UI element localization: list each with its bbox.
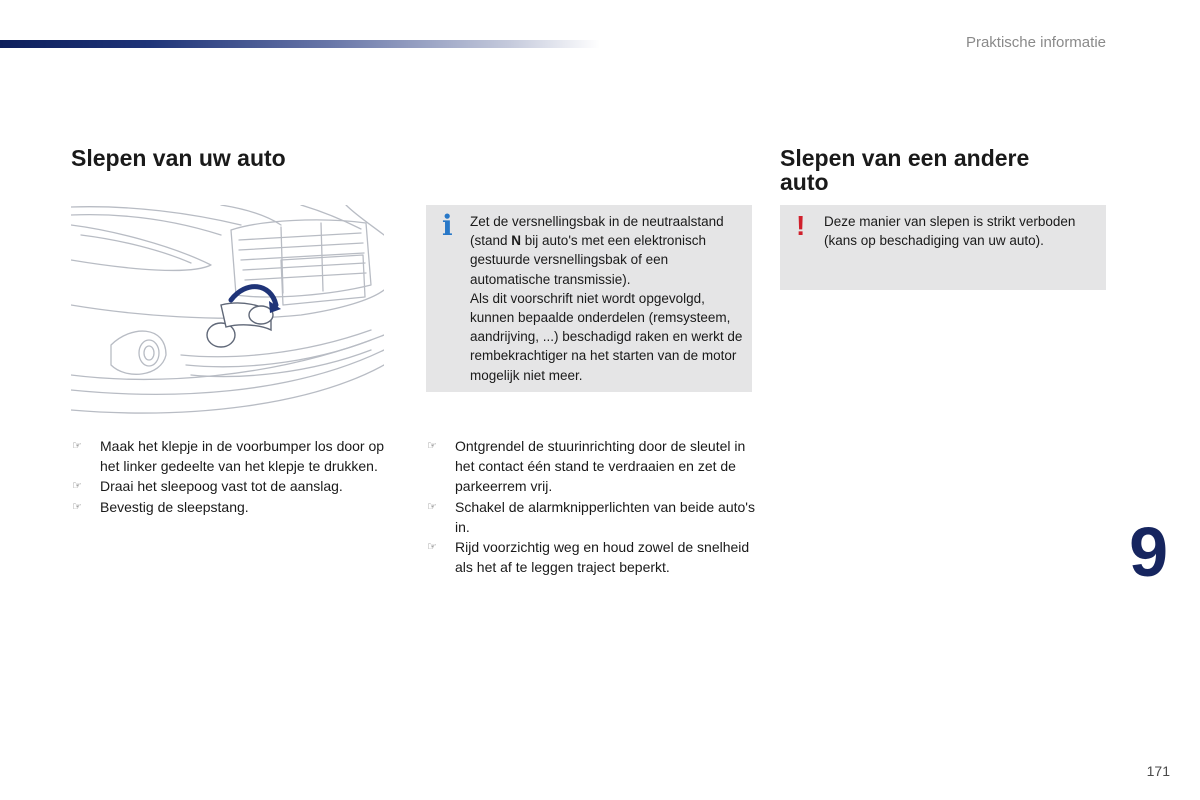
section-header: Praktische informatie [965, 34, 1106, 51]
pointing-hand-icon: ☞ [427, 541, 437, 554]
list-item: ☞ Bevestig de sleepstang. [71, 497, 406, 517]
page-number: 171 [1146, 763, 1170, 779]
warning-note-text: Deze manier van slepen is strikt verboden (kans op beschadiging van uw auto). [824, 214, 1076, 249]
list-item: ☞ Maak het klepje in de voorbumper los door op het linker gedeelte van het klepje te drukken. [72, 438, 385, 475]
info-icon: i [442, 209, 453, 242]
list-item: ☞ Ontgrendel de stuurinrichting door de sleutel in het contact één stand te verdraaien en zet de parkeerrem vrij. [427, 438, 746, 495]
warning-note [780, 205, 1106, 290]
pointing-hand-icon: ☞ [427, 440, 437, 452]
warning-icon: ! [796, 210, 806, 241]
left-heading: Slepen van uw auto [71, 145, 286, 171]
chapter-number: 9 [1129, 513, 1168, 591]
list-item: ☞ Schakel de alarmknipperlichten van beide auto's in. [427, 498, 755, 535]
list-item: ☞ Draai het sleepoog vast tot de aanslag. [71, 476, 406, 496]
pointing-hand-icon: ☞ [427, 500, 437, 513]
info-note-text: Zet de versnellingsbak in de neutraalstand (stand N bij auto's met een elektronisch gestuurde versnellingsbak of een automatische transmissie). Als dit voorschrift niet wordt opgevolgd, kunnen bepaalde onderdelen (remsysteem, aandrijving, ...) beschadigd raken en werkt de rembekrachtiger na het starten van de motor mogelijk niet meer. [470, 214, 743, 383]
car-front-towing-eye-illustration [71, 205, 384, 415]
pointing-hand-icon: ☞ [72, 500, 82, 513]
middle-bullet-list [426, 436, 756, 577]
info-note-paragraph-2: Als dit voorschrift niet wordt opgevolgd, kunnen bepaalde onderdelen (remsysteem, aandrijving, ...) beschadigd raken en werkt de rembekrachtiger na het starten van de motor mogelijk niet meer. [470, 290, 743, 383]
info-note [426, 205, 752, 392]
pointing-hand-icon: ☞ [72, 480, 82, 493]
list-item: ☞ Rijd voorzichtig weg en houd zowel de snelheid als het af te leggen traject beperkt. [427, 539, 750, 576]
right-heading: Slepen van een andere auto [780, 145, 1030, 195]
left-bullet-list [71, 436, 406, 517]
pointing-hand-icon: ☞ [72, 440, 82, 452]
header-gradient-bar [0, 40, 600, 48]
